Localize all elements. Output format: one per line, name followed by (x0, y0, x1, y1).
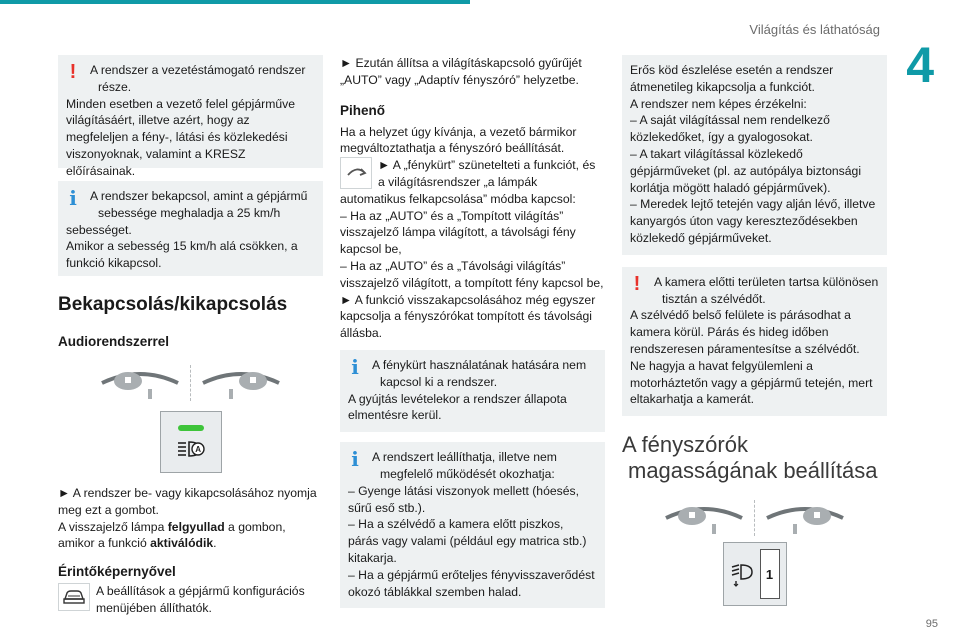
led-text-bold: felgyullad (167, 519, 225, 534)
headlamp-height-dial[interactable] (723, 542, 787, 606)
column-1 (58, 55, 323, 617)
info-icon: i (351, 447, 359, 472)
info-icon: i (351, 354, 359, 379)
auto-beam-icon (176, 439, 206, 459)
top-accent-bar (0, 0, 470, 4)
warning-icon: ! (69, 61, 77, 83)
info-box-limitations (340, 442, 605, 608)
heading-pause: Pihenő (340, 102, 386, 118)
info-text: A gyújtás levételekor a rendszer állapota elmentésre kerül. (348, 391, 567, 423)
column-3 (622, 55, 887, 606)
camera-warning-box (622, 267, 887, 416)
led-text-post: a gombon, (224, 519, 286, 534)
audio-instruction: ► A rendszer be- vagy kikapcsolásához nyomja meg ezt a gombot. (58, 486, 317, 517)
warning-box (58, 55, 323, 178)
active-text-post: . (213, 536, 217, 551)
fog-detection-box: Erős köd észlelése esetén a rendszer átmenetileg kikapcsolja a funkciót. A rendszer nem képes érzékelni: – A saját világítással nem rendelkező közlekedőket, így a gyalogosokat. – A takart világítással közlekedő gépjárműveket (pl. az autópálya biztonsági korlátja mögött haladó gépjárművek). – Meredek lejtő tetején vagy alján lévő, illetve kanyargós úton vagy kereszteződésekben közlekedő gépjárműveket. (622, 55, 887, 255)
info-text: sebességet. Amikor a sebesség 15 km/h alá csökken, a funkció kikapcsol. (66, 222, 298, 271)
warning-first-line-cont: tisztán a szélvédőt. (662, 291, 766, 306)
intro-text: ► Ezután állítsa a világításkapcsoló gyűrűjét „AUTO” vagy „Adaptív fényszóró” helyzetbe. (340, 56, 582, 87)
pause-text-1: Ha a helyzet úgy kívánja, a vezető bármikor megváltoztathatja a fényszóró beállítását. (340, 124, 577, 156)
warning-icon: ! (633, 272, 641, 295)
headlight-flash-icon (340, 157, 372, 189)
info-box-flash (340, 350, 605, 432)
touchscreen-text: A beállítások a gépjármű konfigurációs menüjében állíthatók. (96, 584, 305, 615)
warning-text: Minden esetben a vezető felel gépjárműve világításáért, illetve azért, hogy az megfeleljen a fény-, látási és közlekedési viszonyoknak, valamint a KRESZ előírásainak. (66, 96, 295, 178)
audio-led-text (58, 519, 323, 536)
svg-text:A: A (194, 445, 201, 454)
car-settings-icon (58, 583, 90, 611)
column-2 (340, 55, 605, 608)
heading-line-2: magasságának beállítása (628, 458, 878, 484)
steering-wheel-right-icon (765, 498, 845, 536)
info-first-line-cont: sebessége meghaladja a 25 km/h (98, 205, 281, 220)
auto-high-beam-button[interactable] (160, 411, 222, 473)
heading-line-1: A fényszórók (622, 432, 748, 458)
info-first-line: A fénykürt használatának hatására nem (372, 357, 587, 372)
led-text-pre: A visszajelző lámpa (58, 519, 168, 534)
headlamp-level-icon (730, 561, 756, 587)
divider (754, 500, 755, 536)
steering-wheel-left-icon (664, 498, 744, 536)
steering-wheels-illustration (58, 363, 323, 401)
info-box (58, 181, 323, 276)
led-indicator (178, 425, 204, 431)
info-first-line-cont: megfelelő működését okozhatja: (380, 466, 555, 481)
page-number: 95 (925, 618, 938, 630)
info-first-line-cont: kapcsol ki a rendszer. (380, 374, 498, 389)
touchscreen-row (58, 583, 323, 617)
audio-active-text (58, 535, 323, 552)
active-text-bold: aktiválódik (150, 536, 214, 551)
info-first-line: A rendszert leállíthatja, illetve nem (372, 450, 557, 465)
section-title: Világítás és láthatóság (749, 22, 880, 37)
dial-position-label: 1 (760, 549, 780, 599)
warning-text: A szélvédő belső felülete is párásodhat a kamera körül. Párás és hideg időben rendszeresen páramentesítse a szélvédőt. Ne hagyja a havat felgyülemleni a motorháztetőn vagy a gépjármű tetején, mert eltakarhatja a kamerát. (630, 308, 873, 407)
subheading-touchscreen: Érintőképernyővel (58, 564, 176, 580)
flash-row (340, 157, 605, 191)
info-icon: i (69, 186, 77, 210)
warning-first-line-cont: része. (98, 79, 132, 94)
flash-text: ► A „fénykürt” szünetelteti a funkciót, és a világításrendszer „a lámpák (378, 158, 596, 189)
heading-headlamp-adjustment (622, 432, 887, 484)
divider (190, 365, 191, 401)
steering-wheels-illustration (622, 498, 887, 536)
info-text: – Gyenge látási viszonyok mellett (hóesés, sűrű eső stb.). – Ha a szélvédő a kamera előtt piszkos, párás vagy valami (például egy matrica stb.) kitakarja. – Ha a gépjármű erőteljes fényvisszaverődést okozó táblákkal szemben halad. (348, 483, 595, 599)
steering-wheel-left-icon (100, 363, 180, 401)
subheading-audio: Audiorendszerrel (58, 334, 170, 349)
active-text-pre: amikor a funkció (58, 536, 151, 551)
steering-wheel-right-icon (201, 363, 281, 401)
pause-text-2: automatikus felkapcsolása” módba kapcsol: – Ha az „AUTO” és a „Tompított világítás” visszajelző lámpa világított, a távolsági fény kapcsol be, – Ha az „AUTO” és a „Távolsági világítás” visszajelző világított, a tompított fény kapcsol be, ► A funkció visszakapcsolásához még egyszer kapcsolja a fényszórókat tompított és távolsági állásba. (340, 191, 604, 341)
info-first-line: A rendszer bekapcsol, amint a gépjármű (90, 189, 308, 203)
warning-first-line: A kamera előtti területen tartsa különösen (654, 274, 879, 289)
chapter-number: 4 (906, 37, 934, 93)
warning-first-line: A rendszer a vezetéstámogató rendszer (90, 63, 306, 77)
heading-on-off: Bekapcsolás/kikapcsolás (58, 294, 288, 315)
